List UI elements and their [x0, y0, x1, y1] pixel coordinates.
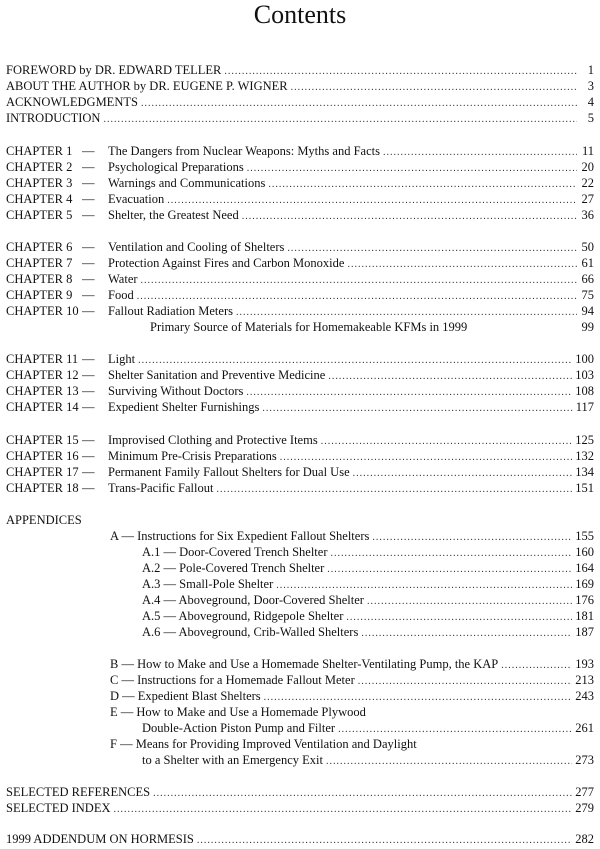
chapter-title: Improvised Clothing and Protective Items — [108, 433, 318, 447]
dot-leader — [114, 802, 573, 818]
chapter-entry[interactable] — [6, 383, 594, 399]
page-number: 61 — [581, 256, 594, 270]
chapter-entry[interactable] — [6, 143, 594, 159]
chapter-entry[interactable] — [6, 351, 594, 367]
appendix-entry[interactable] — [110, 656, 594, 672]
appendix-entry[interactable] — [110, 704, 594, 720]
page-number: 4 — [587, 95, 594, 109]
page-number: 277 — [575, 785, 594, 799]
dot-leader — [197, 833, 572, 849]
appendix-title: D — Expedient Blast Shelters — [110, 689, 261, 703]
chapter-entry[interactable] — [6, 287, 594, 303]
entry-title: ACKNOWLEDGMENTS — [6, 95, 138, 109]
chapter-label: CHAPTER 4 — [6, 192, 73, 206]
appendix-sub-entry[interactable] — [142, 592, 594, 608]
chapter-dash: — — [82, 368, 95, 382]
page-number: 5 — [587, 111, 594, 125]
chapter-dash: — — [82, 160, 95, 174]
appendix-title: F — Means for Providing Improved Ventilation and Daylight — [110, 737, 417, 751]
chapter-label: CHAPTER 9 — [6, 288, 73, 302]
appendix-title: A — Instructions for Six Expedient Fallout Shelters — [110, 529, 370, 543]
chapter-dash: — — [82, 256, 95, 270]
page-number: 169 — [575, 577, 594, 591]
appendix-sub-entry[interactable] — [142, 560, 594, 576]
appendix-title: E — How to Make and Use a Homemade Plywood — [110, 705, 366, 719]
chapter-title: Warnings and Communications — [108, 176, 266, 190]
page-number: 160 — [575, 545, 594, 559]
page-number: 22 — [581, 176, 594, 190]
chapter-label: CHAPTER 14 — [6, 400, 79, 414]
chapter-title: Protection Against Fires and Carbon Monoxide — [108, 256, 345, 270]
page-number: 134 — [575, 465, 594, 479]
page-number: 282 — [575, 832, 594, 846]
page-number: 164 — [575, 561, 594, 575]
chapter-dash: — — [82, 449, 95, 463]
entry-title: 1999 ADDENDUM ON HORMESIS — [6, 832, 194, 846]
page-number: 243 — [575, 689, 594, 703]
chapter-title: Trans-Pacific Fallout — [108, 481, 214, 495]
chapter-entry[interactable] — [6, 239, 594, 255]
chapter-entry[interactable] — [6, 367, 594, 383]
page-number: 117 — [575, 400, 594, 414]
chapter-dash: — — [82, 481, 95, 495]
chapter-dash: — — [82, 304, 95, 318]
chapter-label: CHAPTER 12 — [6, 368, 79, 382]
page-number: 100 — [575, 352, 594, 366]
dot-leader — [216, 482, 572, 498]
appendix-title: C — Instructions for a Homemade Fallout Meter — [110, 673, 355, 687]
chapter-entry[interactable] — [6, 175, 594, 191]
chapter-title: Water — [108, 272, 138, 286]
chapter-entry[interactable] — [6, 480, 594, 496]
chapter-title: Shelter, the Greatest Need — [108, 208, 239, 222]
chapter-dash: — — [82, 272, 95, 286]
chapter-title: Permanent Family Fallout Shelters for Dual Use — [108, 465, 350, 479]
page-number: 27 — [581, 192, 594, 206]
appendix-title: A.2 — Pole-Covered Trench Shelter — [142, 561, 325, 575]
page-number: 103 — [575, 368, 594, 382]
chapter-dash: — — [82, 465, 95, 479]
chapter-entry[interactable] — [6, 191, 594, 207]
chapter-title: Shelter Sanitation and Preventive Medicine — [108, 368, 326, 382]
entry-title: ABOUT THE AUTHOR by DR. EUGENE P. WIGNER — [6, 79, 288, 93]
appendix-title: A.4 — Aboveground, Door-Covered Shelter — [142, 593, 364, 607]
entry-title: INTRODUCTION — [6, 111, 101, 125]
chapter-dash: — — [82, 208, 95, 222]
appendix-sub-entry[interactable] — [142, 576, 594, 592]
chapter-dash: — — [82, 192, 95, 206]
chapter-entry[interactable] — [6, 448, 594, 464]
sub-entry[interactable] — [150, 319, 594, 335]
chapter-title: Expedient Shelter Furnishings — [108, 400, 260, 414]
chapter-title: Minimum Pre-Crisis Preparations — [108, 449, 277, 463]
chapter-entry[interactable] — [6, 159, 594, 175]
chapter-label: CHAPTER 8 — [6, 272, 73, 286]
appendix-entry[interactable] — [110, 672, 594, 688]
entry-title: FOREWORD by DR. EDWARD TELLER — [6, 63, 222, 77]
chapter-entry[interactable] — [6, 432, 594, 448]
toc-entry[interactable] — [6, 110, 594, 126]
sub-entry-title: Primary Source of Materials for Homemakeable KFMs in 1999 — [150, 320, 468, 334]
chapter-entry[interactable] — [6, 207, 594, 223]
page-number: 3 — [587, 79, 594, 93]
page-number: 108 — [575, 384, 594, 398]
chapter-entry[interactable] — [6, 399, 594, 415]
chapter-label: CHAPTER 15 — [6, 433, 79, 447]
entry-title: SELECTED REFERENCES — [6, 785, 151, 799]
chapter-dash: — — [82, 176, 95, 190]
appendix-entry-continued[interactable] — [142, 752, 594, 768]
chapter-entry[interactable] — [6, 464, 594, 480]
dot-leader — [242, 209, 577, 225]
chapter-dash: — — [82, 433, 95, 447]
appendix-title: Double-Action Piston Pump and Filter — [142, 721, 336, 735]
chapter-label: CHAPTER 5 — [6, 208, 73, 222]
page-number: 132 — [575, 449, 594, 463]
chapter-dash: — — [82, 352, 95, 366]
page-number: 273 — [575, 753, 594, 767]
appendix-title: B — How to Make and Use a Homemade Shelter-Ventilating Pump, the KAP — [110, 657, 499, 671]
chapter-title: Evacuation — [108, 192, 165, 206]
chapter-dash: — — [82, 288, 95, 302]
entry-title: SELECTED INDEX — [6, 801, 111, 815]
appendix-title: A.5 — Aboveground, Ridgepole Shelter — [142, 609, 344, 623]
dot-leader — [326, 754, 572, 770]
chapter-dash: — — [82, 144, 95, 158]
appendix-title: A.1 — Door-Covered Trench Shelter — [142, 545, 328, 559]
dot-leader — [262, 401, 572, 417]
chapter-label: CHAPTER 16 — [6, 449, 79, 463]
page-number: 261 — [575, 721, 594, 735]
chapter-label: CHAPTER 17 — [6, 465, 79, 479]
appendix-entry[interactable] — [110, 688, 594, 704]
chapter-title: Fallout Radiation Meters — [108, 304, 233, 318]
chapter-title: Light — [108, 352, 136, 366]
appendix-entry[interactable] — [110, 736, 594, 752]
chapter-entry[interactable] — [6, 303, 594, 319]
chapter-label: CHAPTER 18 — [6, 481, 79, 495]
chapter-title: The Dangers from Nuclear Weapons: Myths and Facts — [108, 144, 380, 158]
page-number: 279 — [575, 801, 594, 815]
page-number: 66 — [581, 272, 594, 286]
page-number: 94 — [581, 304, 594, 318]
page-number: 36 — [581, 208, 594, 222]
page-number: 50 — [581, 240, 594, 254]
dot-leader — [103, 112, 577, 128]
page-number: 176 — [575, 593, 594, 607]
chapter-label: CHAPTER 6 — [6, 240, 73, 254]
page-number: 75 — [581, 288, 594, 302]
chapter-label: CHAPTER 13 — [6, 384, 79, 398]
appendix-sub-entry[interactable] — [142, 624, 594, 640]
page-number: 193 — [575, 657, 594, 671]
page-number: 151 — [575, 481, 594, 495]
appendix-sub-entry[interactable] — [142, 608, 594, 624]
chapter-label: CHAPTER 1 — [6, 144, 73, 158]
toc-entry[interactable] — [6, 831, 594, 847]
chapter-label: CHAPTER 11 — [6, 352, 79, 366]
toc-entry[interactable] — [6, 78, 594, 94]
chapter-dash: — — [82, 400, 95, 414]
chapter-label: CHAPTER 2 — [6, 160, 73, 174]
chapter-label: CHAPTER 3 — [6, 176, 73, 190]
page-title: Contents — [253, 0, 347, 29]
page-number: 213 — [575, 673, 594, 687]
chapter-entry[interactable] — [6, 271, 594, 287]
appendix-sub-entry[interactable] — [142, 544, 594, 560]
chapter-title: Psychological Preparations — [108, 160, 244, 174]
appendix-entry-continued[interactable] — [142, 720, 594, 736]
chapter-dash: — — [82, 384, 95, 398]
chapter-title: Food — [108, 288, 134, 302]
toc-entry[interactable] — [6, 800, 594, 816]
toc-entry[interactable] — [6, 94, 594, 110]
toc-entry[interactable] — [6, 62, 594, 78]
page-number: 155 — [575, 529, 594, 543]
page-number: 187 — [575, 625, 594, 639]
toc-entry[interactable] — [6, 784, 594, 800]
page-number: 11 — [581, 144, 594, 158]
chapter-label: CHAPTER 10 — [6, 304, 79, 318]
appendix-title: A.3 — Small-Pole Shelter — [142, 577, 274, 591]
appendices-heading: APPENDICES — [6, 513, 82, 527]
dot-leader — [361, 626, 572, 642]
page-number: 20 — [581, 160, 594, 174]
appendix-entry[interactable] — [110, 528, 594, 544]
page-number: 99 — [581, 320, 594, 334]
chapter-entry[interactable] — [6, 255, 594, 271]
chapter-dash: — — [82, 240, 95, 254]
page-number: 1 — [587, 63, 594, 77]
chapter-title: Surviving Without Doctors — [108, 384, 244, 398]
page-number: 181 — [575, 609, 594, 623]
chapter-title: Ventilation and Cooling of Shelters — [108, 240, 285, 254]
appendix-title: A.6 — Aboveground, Crib-Walled Shelters — [142, 625, 359, 639]
appendix-title: to a Shelter with an Emergency Exit — [142, 753, 323, 767]
chapter-label: CHAPTER 7 — [6, 256, 73, 270]
page-number: 125 — [575, 433, 594, 447]
